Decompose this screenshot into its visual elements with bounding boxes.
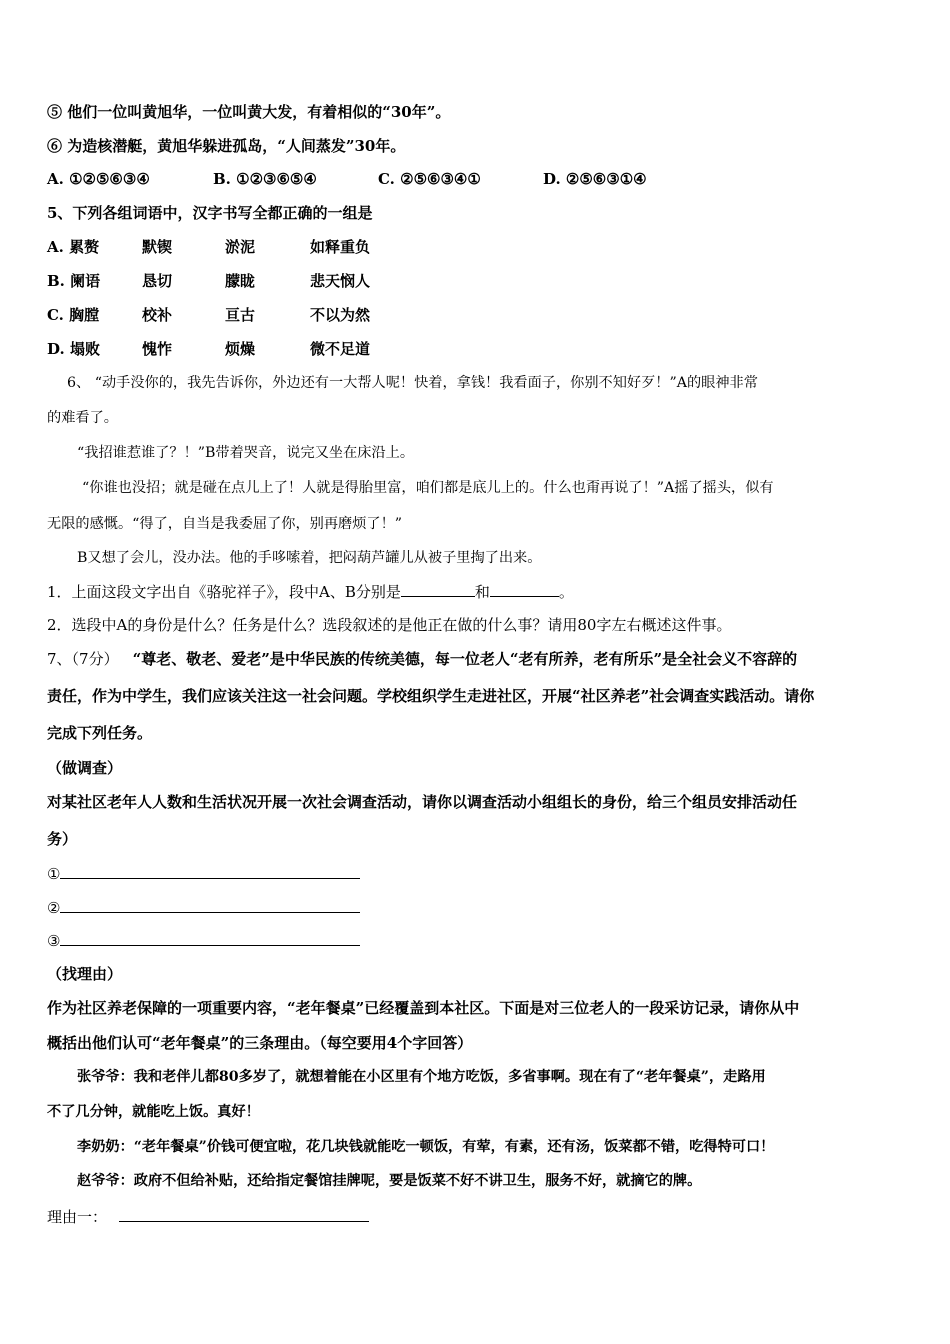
survey-blank-row [47, 896, 360, 919]
q7-number: 7、（7分） [47, 650, 119, 668]
survey-instruction: 对某社区老年人人数和生活状况开展一次社会调查活动，请你以调查活动小组组长的身份，给三个组员安排活动任 [47, 793, 798, 811]
q5-option-a [47, 236, 430, 258]
q5-option-d [47, 338, 430, 360]
q5-word: 默锲 [142, 238, 173, 256]
q5-stem: 5、下列各组词语中，汉字书写全都正确的一组是 [47, 204, 373, 222]
reason-1-row [47, 1205, 369, 1228]
q6-sub1-and: 和 [474, 583, 490, 601]
answer-blank-a[interactable] [401, 580, 475, 597]
q5-option-label: B. 阑语 [47, 272, 101, 290]
reason-1-blank[interactable] [119, 1205, 369, 1222]
answer-blank-2[interactable] [60, 896, 360, 913]
q6-sub2: 2．选段中A的身份是什么？任务是什么？选段叙述的是他正在做的什么事？请用80字左右概述这件事。 [47, 616, 732, 634]
q4-option-d: D. ②⑤⑥③①④ [543, 170, 647, 188]
q5-word: 淤泥 [225, 238, 256, 256]
q5-word: 愧怍 [142, 340, 173, 358]
reason-instruction: 概括出他们认可“老年餐桌”的三条理由。（每空要用4个字回答） [47, 1034, 473, 1052]
blank-number: ③ [47, 932, 61, 950]
q6-passage-line: 6、 “动手没你的，我先告诉你，外边还有一大帮人呢！快着，拿钱！我看面子，你别不知好歹！”A的眼神非常 [67, 375, 758, 391]
q7-stem-line: 完成下列任务。 [47, 724, 153, 742]
reason-instruction: 作为社区养老保障的一项重要内容，“老年餐桌”已经覆盖到本社区。下面是对三位老人的一段采访记录，请你从中 [47, 999, 800, 1017]
q5-word: 微不足道 [310, 340, 371, 358]
q4-item-6: ⑥ 为造核潜艇，黄旭华躲进孤岛，“人间蒸发”30年。 [47, 137, 406, 155]
interview-zhang: 张爷爷：我和老伴儿都80多岁了，就想着能在小区里有个地方吃饭，多省事啊。现在有了“老年餐桌”，走路用 [77, 1069, 766, 1085]
answer-blank-1[interactable] [60, 862, 360, 879]
reason-1-label: 理由一： [47, 1208, 108, 1226]
q6-sub1-end: 。 [558, 583, 574, 601]
q5-word: 悲天悯人 [310, 272, 371, 290]
q6-passage-line: “你谁也没招；就是碰在点儿上了！人就是得胎里富，咱们都是底儿上的。什么也甭再说了！”A摇了摇头，似有 [82, 480, 774, 496]
q5-option-label: D. 塌败 [47, 340, 100, 358]
reason-title: （找理由） [47, 965, 123, 983]
q5-word: 恳切 [142, 272, 173, 290]
q4-option-a: A. ①②⑤⑥③④ [47, 170, 150, 188]
q4-item-5: ⑤ 他们一位叫黄旭华，一位叫黄大发，有着相似的“30年”。 [47, 103, 451, 121]
q4-option-b: B. ①②③⑥⑤④ [213, 170, 317, 188]
survey-title: （做调查） [47, 759, 123, 777]
q6-passage-line: B又想了会儿，没办法。他的手哆嗦着，把闷葫芦罐儿从被子里掏了出来。 [77, 550, 542, 566]
q5-word: 如释重负 [310, 238, 371, 256]
q6-sub1-text: 1．上面这段文字出自《骆驼祥子》，段中A、B分别是 [47, 583, 401, 601]
interview-zhao: 赵爷爷：政府不但给补贴，还给指定餐馆挂牌呢，要是饭菜不好不讲卫生，服务不好，就摘它的牌。 [77, 1173, 702, 1189]
q4-option-c: C. ②⑤⑥③④① [378, 170, 481, 188]
interview-zhang: 不了几分钟，就能吃上饭。真好！ [47, 1104, 260, 1120]
q5-word: 不以为然 [310, 306, 371, 324]
q4-options [47, 168, 647, 190]
survey-blank-row [47, 862, 360, 885]
q5-word: 校补 [142, 306, 173, 324]
q5-option-label: C. 胸膛 [47, 306, 100, 324]
q5-word: 亘古 [225, 306, 256, 324]
answer-blank-3[interactable] [60, 929, 360, 946]
answer-blank-b[interactable] [490, 580, 559, 597]
q6-sub1 [47, 580, 574, 603]
q7-stem-line [47, 648, 797, 670]
q5-word: 朦眬 [225, 272, 256, 290]
q6-passage-line: 的难看了。 [47, 410, 118, 426]
q6-passage-line: “我招谁惹谁了？！”B带着哭音，说完又坐在床沿上。 [77, 445, 415, 461]
q7-stem-text: “尊老、敬老、爱老”是中华民族的传统美德，每一位老人“老有所养，老有所乐”是全社会义不容辞的 [132, 650, 798, 668]
survey-blank-row [47, 929, 360, 952]
blank-number: ② [47, 899, 61, 917]
q5-option-b [47, 270, 430, 292]
q5-word: 烦燥 [225, 340, 256, 358]
blank-number: ① [47, 865, 61, 883]
q5-option-c [47, 304, 430, 326]
survey-instruction: 务） [47, 830, 78, 848]
q6-passage-line: 无限的感慨。“得了，自当是我委屈了你，别再磨烦了！” [47, 516, 403, 532]
q5-option-label: A. 累赘 [47, 238, 100, 256]
q7-stem-line: 责任，作为中学生，我们应该关注这一社会问题。学校组织学生走进社区，开展“社区养老”社会调查实践活动。请你 [47, 687, 815, 705]
interview-li: 李奶奶：“老年餐桌”价钱可便宜啦，花几块钱就能吃一顿饭，有荤，有素，还有汤，饭菜都不错，吃得特可口！ [77, 1139, 775, 1155]
